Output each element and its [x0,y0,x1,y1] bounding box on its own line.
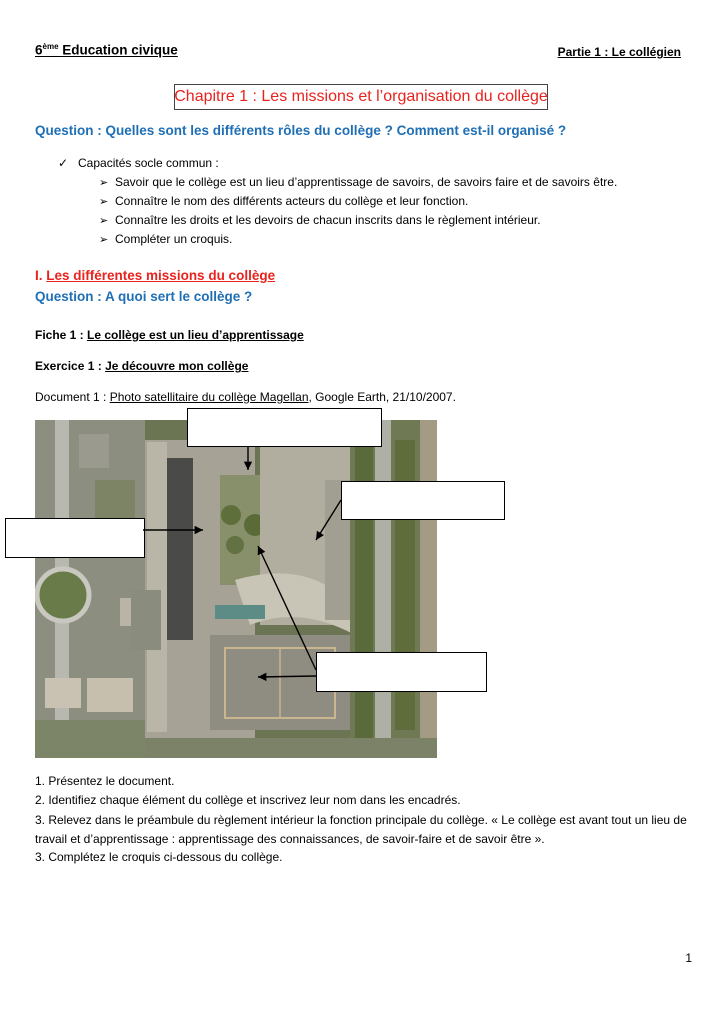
chapter-title: Chapitre 1 : Les missions et l’organisation du collège [174,84,548,110]
capacities-title: ✓ Capacités socle commun : [58,156,219,170]
capacity-item: ➢ Savoir que le collège est un lieu d’apprentissage de savoirs, de savoirs faire et de savoirs être. [99,175,618,189]
fiche-heading: Fiche 1 : Le collège est un lieu d’apprentissage [35,328,304,342]
section-question: Question : A quoi sert le collège ? [35,289,253,304]
arrow-bullet-icon: ➢ [99,234,109,246]
header-part: Partie 1 : Le collégien [557,45,681,59]
section-heading: I. Les différentes missions du collège [35,268,276,283]
document-caption: Document 1 : Photo satellitaire du collège Magellan, Google Earth, 21/10/2007. [35,390,456,404]
arrow-bullet-icon: ➢ [99,215,109,227]
arrow-bullet-icon: ➢ [99,196,109,208]
header-level: 6ème Education civique [35,42,178,58]
main-question: Question : Quelles sont les différents rôles du collège ? Comment est-il organisé ? [35,123,567,138]
instruction-item: 3. Relevez dans le préambule du règlement intérieur la fonction principale du collège. « Le collège est avant tout un lieu de travail et d’apprentissage : apprentissage des connaissances, de savoir-faire et de savoir être ». [35,813,687,846]
exercise-heading: Exercice 1 : Je découvre mon collège [35,359,249,373]
arrow-bullet-icon: ➢ [99,177,109,189]
checkmark-icon: ✓ [58,156,69,170]
capacity-item: ➢ Connaître le nom des différents acteurs du collège et leur fonction. [99,194,469,208]
capacity-item: ➢ Compléter un croquis. [99,232,233,246]
instruction-item: 3. Complétez le croquis ci-dessous du collège. [35,850,283,864]
instruction-item: 2. Identifiez chaque élément du collège et inscrivez leur nom dans les encadrés. [35,793,461,807]
capacity-item: ➢ Connaître les droits et les devoirs de chacun inscrits dans le règlement intérieur. [99,213,541,227]
instruction-item: 1. Présentez le document. [35,774,175,788]
page-number: 1 [685,951,692,965]
